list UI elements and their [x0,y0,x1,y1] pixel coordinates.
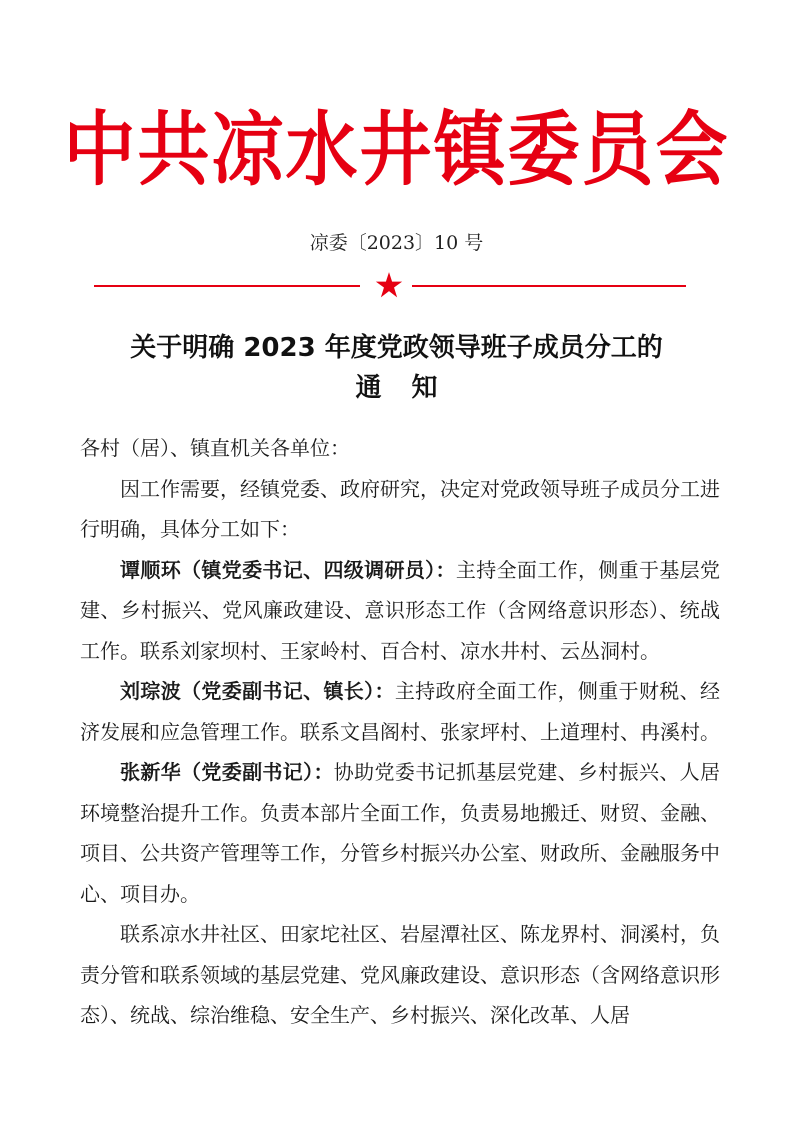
member-duty: 主持全面工作，侧重于基层党建、乡村振兴、党风廉政建设、意识形态工作（含网络意识形态）、统战工作。联系刘家坝村、王家岭村、百合村、凉水井村、云丛洞村。 [80,557,721,663]
member-duty: 协助党委书记抓基层党建、乡村振兴、人居环境整治提升工作。负责本部片全面工作，负责易地搬迁、财贸、金融、项目、公共资产管理等工作，分管乡村振兴办公室、财政所、金融服务中心、项目办。 [80,760,721,906]
red-divider [94,270,686,300]
member-duty: 主持政府全面工作，侧重于财税、经济发展和应急管理工作。联系文昌阁村、张家坪村、上道理村、冉溪村。 [80,679,721,744]
continuation-paragraph: 联系凉水井社区、田家坨社区、岩屋潭社区、陈龙界村、洞溪村，负责分管和联系领域的基层党建、党风廉政建设、意识形态（含网络意识形态）、统战、综治维稳、安全生产、乡村振兴、深化改革、人居 [80,922,720,1027]
title-line-2: 通知 [355,373,468,403]
member-paragraph [80,671,720,752]
intro-paragraph: 因工作需要，经镇党委、政府研究，决定对党政领导班子成员分工进行明确，具体分工如下： [80,476,720,541]
member-name: 谭顺环（镇党委书记、四级调研员）： [120,557,456,582]
salutation: 各村（居）、镇直机关各单位： [80,436,350,460]
member-paragraph [80,550,720,672]
document-body [80,428,720,1036]
divider-line-right [412,285,686,287]
divider-line-left [94,285,360,287]
red-star-icon [375,271,403,299]
member-paragraph [80,752,720,914]
member-name: 刘琮波（党委副书记、镇长）： [120,679,395,703]
document-title [0,328,793,408]
document-number: 凉委〔2023〕10 号 [309,232,484,254]
title-line-1: 关于明确 2023 年度党政领导班子成员分工的 [130,333,663,363]
document-masthead: 中共凉水井镇委员会 [63,101,730,197]
member-name: 张新华（党委副书记）： [120,760,334,784]
